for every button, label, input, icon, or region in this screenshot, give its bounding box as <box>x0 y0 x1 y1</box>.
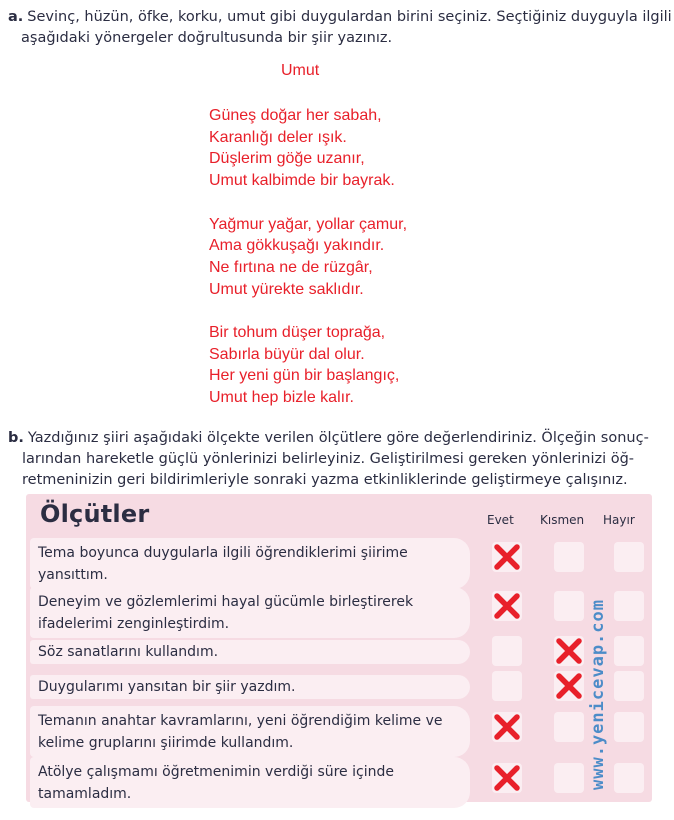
criterion-text: Temanın anahtar kavramlarını, yeni öğrendiğim kelime ve <box>38 713 443 729</box>
criterion-row-2 <box>30 587 470 638</box>
poem-line: Karanlığı deler ışık. <box>209 128 347 146</box>
checkbox-row4-hayir[interactable] <box>614 671 644 701</box>
column-header-evet: Evet <box>487 513 514 527</box>
criterion-text: Atölye çalışmamı öğretmenimin verdiği süre içinde <box>38 764 394 780</box>
x-mark-icon <box>554 636 584 666</box>
poem-line: Umut kalbimde bir bayrak. <box>209 172 395 190</box>
column-header-kismen: Kısmen <box>540 513 585 527</box>
criterion-text: Deneyim ve gözlemlerimi hayal gücümle birleştirerek <box>38 594 414 610</box>
checkbox-row5-hayir[interactable] <box>614 712 644 742</box>
poem-line: Ama gökkuşağı yakındır. <box>209 237 385 255</box>
criterion-text: Söz sanatlarını kullandım. <box>38 644 219 660</box>
criterion-row-1 <box>30 538 470 589</box>
criterion-row-6 <box>30 757 470 808</box>
checkbox-row4-evet[interactable] <box>492 671 522 701</box>
x-mark-icon <box>492 542 522 572</box>
task-b-instructions <box>8 428 672 491</box>
checkbox-row6-hayir[interactable] <box>614 763 644 793</box>
table-title: Ölçütler <box>40 500 150 528</box>
task-a-line-1: Sevinç, hüzün, öfke, korku, umut gibi duygulardan birini seçiniz. Seçtiğiniz duyguyla ilgili <box>27 9 672 25</box>
poem-line: Bir tohum düşer toprağa, <box>209 324 386 341</box>
checkbox-row3-hayir[interactable] <box>614 636 644 666</box>
criterion-text: tamamladım. <box>38 786 132 802</box>
criterion-text: Tema boyunca duygularla ilgili öğrendiklerimi şiirime <box>38 545 408 561</box>
task-b-line-3: retmeninizin geri bildirimleriyle sonraki yazma etkinliklerinde geliştirmeye çalışınız. <box>22 472 628 488</box>
poem-line: Her yeni gün bir başlangıç, <box>209 367 400 385</box>
poem <box>209 105 407 431</box>
x-mark-icon <box>492 763 522 793</box>
criterion-row-5 <box>30 706 470 757</box>
watermark-text: www.yenicevap.com <box>588 599 608 790</box>
evaluation-table <box>26 494 652 802</box>
criterion-text: Duygularımı yansıtan bir şiir yazdım. <box>38 679 296 695</box>
checkbox-row1-kismen[interactable] <box>554 542 584 572</box>
x-mark-icon <box>492 591 522 621</box>
checkbox-row1-hayir[interactable] <box>614 542 644 572</box>
task-b-line-2: larından hareketle güçlü yönlerinizi belirleyiniz. Geliştirilmesi gereken yönlerinizi öğ- <box>22 451 635 467</box>
poem-line: Umut yürekte saklıdır. <box>209 280 364 298</box>
checkbox-row3-evet[interactable] <box>492 636 522 666</box>
checkbox-row5-kismen[interactable] <box>554 712 584 742</box>
criterion-text: ifadelerimi zenginleştirdim. <box>38 616 230 632</box>
poem-line: Sabırla büyür dal olur. <box>209 345 365 363</box>
poem-line: Düşlerim göğe uzanır, <box>209 150 365 168</box>
x-mark-icon <box>492 712 522 742</box>
task-a-line-2: aşağıdaki yönergeler doğrultusunda bir şiir yazınız. <box>21 30 393 46</box>
poem-stanza-1 <box>209 105 407 192</box>
poem-stanza-3 <box>209 322 407 409</box>
watermark <box>588 570 610 790</box>
poem-line: Umut hep bizle kalır. <box>209 389 354 407</box>
checkbox-row2-kismen[interactable] <box>554 591 584 621</box>
poem-title: Umut <box>281 62 320 79</box>
poem-line: Yağmur yağar, yollar çamur, <box>209 215 408 233</box>
criterion-text: yansıttım. <box>38 567 108 583</box>
column-header-hayir: Hayır <box>603 513 635 527</box>
criterion-row-4 <box>30 675 470 699</box>
task-a-label: a. <box>8 9 24 25</box>
task-b-label: b. <box>8 430 24 446</box>
x-mark-icon <box>554 671 584 701</box>
task-b-line-1: Yazdığınız şiiri aşağıdaki ölçekte verilen ölçütlere göre değerlendiriniz. Ölçeğin sonuç- <box>27 430 649 446</box>
checkbox-row2-hayir[interactable] <box>614 591 644 621</box>
checkbox-row6-kismen[interactable] <box>554 763 584 793</box>
poem-line: Güneş doğar her sabah, <box>209 107 382 124</box>
criterion-row-3 <box>30 640 470 664</box>
criterion-text: kelime gruplarını şiirimde kullandım. <box>38 735 294 751</box>
poem-stanza-2 <box>209 214 407 301</box>
poem-line: Ne fırtına ne de rüzgâr, <box>209 258 373 276</box>
task-a-instructions <box>8 7 674 49</box>
